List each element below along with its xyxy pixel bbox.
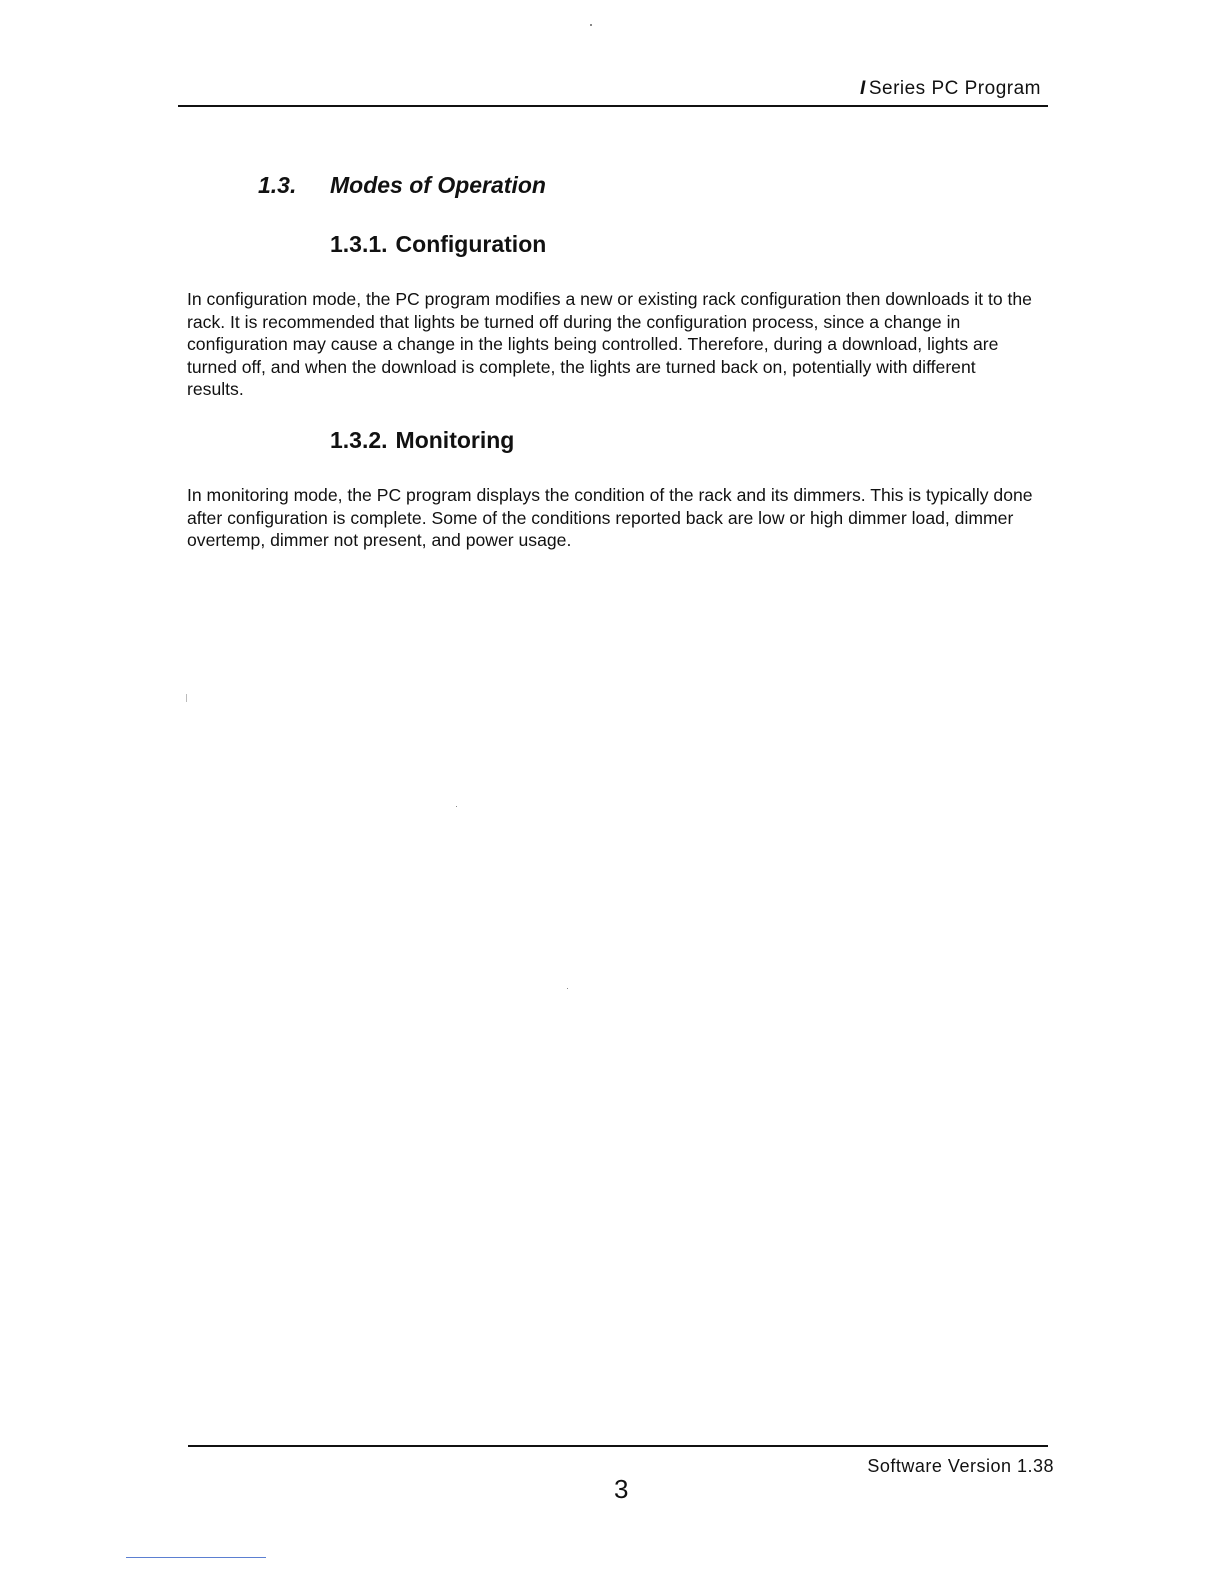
configuration-paragraph: In configuration mode, the PC program modifies a new or existing rack configuration then downloads it to the rack. It is recommended that lights be turned off during the configuration process, since a change in configuration may cause a change in the lights being controlled. Therefore, during a download, lights are turned off, and when the download is complete, the lights are turned back on, potentially with different results. — [187, 289, 1032, 400]
scan-speck — [456, 806, 457, 807]
subsection-title: Configuration — [395, 231, 547, 257]
header-mark: I — [860, 78, 866, 99]
subsection-title: Monitoring — [395, 427, 515, 453]
section-title: Modes of Operation — [330, 172, 546, 198]
bottom-edge-line — [126, 1557, 266, 1558]
monitoring-paragraph: In monitoring mode, the PC program displays the condition of the rack and its dimmers. This is typically done after configuration is complete. Some of the conditions reported back are low or high dimmer load, dimmer overtemp, dimmer not present, and power usage. — [187, 485, 1033, 551]
section-heading — [258, 172, 546, 199]
subsection-number: 1.3.1. — [330, 231, 388, 257]
header-title-text: Series PC Program — [868, 78, 1041, 99]
section-number: 1.3. — [258, 172, 297, 198]
page-number: 3 — [614, 1474, 629, 1504]
subsection-number: 1.3.2. — [330, 427, 388, 453]
footer-software-version: Software Version 1.38 — [867, 1456, 1054, 1476]
subsection-heading-configuration — [330, 231, 546, 258]
running-header — [860, 78, 1041, 100]
scan-speck — [567, 988, 568, 989]
subsection-heading-monitoring — [330, 427, 514, 454]
scan-speck — [590, 24, 592, 26]
scan-speck — [186, 694, 187, 702]
footer-rule — [188, 1445, 1048, 1447]
header-rule — [178, 105, 1048, 107]
